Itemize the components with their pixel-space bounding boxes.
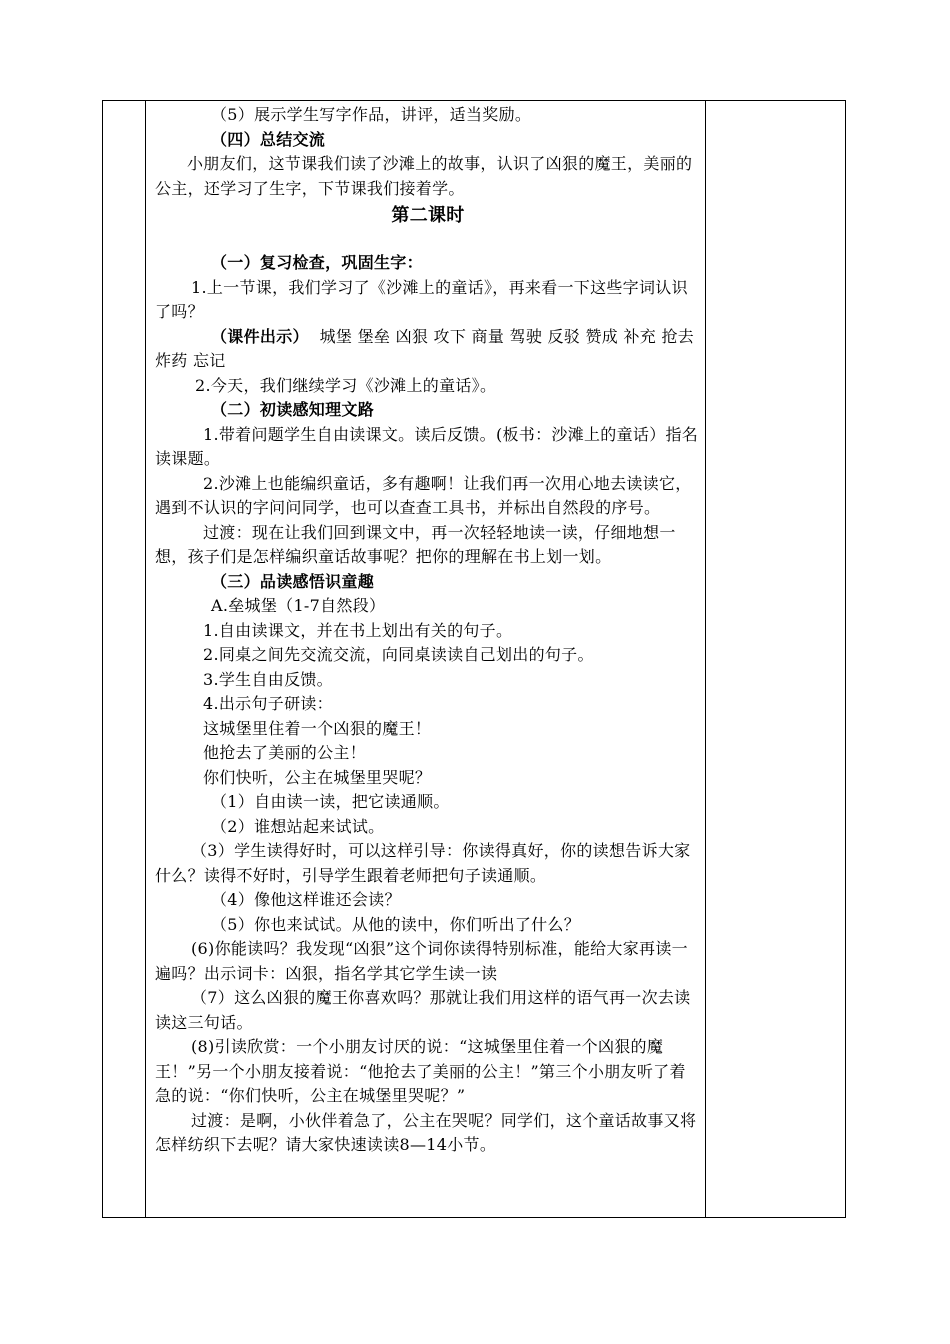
paragraph: 1.带着问题学生自由读课文。读后反馈。(板书：沙滩上的童话）指名读课题。 (155, 424, 699, 468)
paragraph: 1.上一节课，我们学习了《沙滩上的童话》，再来看一下这些字词认识了吗？ (155, 277, 688, 321)
question: （2）谁想站起来试试。 (211, 816, 385, 836)
question: (8)引读欣赏：一个小朋友讨厌的说：“这城堡里住着一个凶狠的魔王！”另一个小朋友接着说：“他抢去了美丽的公主！”第三个小朋友听了着急的说：“你们快听，公主在城堡里哭呢？” (155, 1037, 686, 1105)
lesson-table (102, 100, 846, 1218)
lesson-content (155, 103, 701, 1158)
section-heading: （二）初读感知理文路 (211, 400, 375, 419)
sentence: 你们快听，公主在城堡里哭呢？ (203, 767, 432, 787)
paragraph: 2.沙滩上也能编织童话，多有趣啊！让我们再一次用心地去读读它，遇到不认识的字问问同学，也可以查查工具书，并标出自然段的序号。 (155, 473, 692, 517)
paragraph: （5）展示学生写字作品，讲评，适当奖励。 (211, 105, 532, 124)
question: （3）学生读得好时，可以这样引导：你读得真好，你的读想告诉大家什么？读得不好时，引导学生跟着老师把句子读通顺。 (155, 841, 691, 885)
sentence: 这城堡里住着一个凶狠的魔王！ (203, 718, 432, 738)
paragraph: 过渡：现在让我们回到课文中，再一次轻轻地读一读，仔细地想一想，孩子们是怎样编织童话故事呢？把你的理解在书上划一划。 (155, 522, 676, 566)
paragraph: A.垒城堡（1-7自然段） (211, 596, 386, 615)
paragraph: 2.今天，我们继续学习《沙滩上的童话》。 (195, 375, 497, 395)
vocabulary-words: 城堡 堡垒 凶狠 攻下 商量 驾驶 反驳 赞成 补充 抢去 炸药 忘记 (155, 326, 695, 370)
question: （4）像他这样谁还会读？ (211, 890, 401, 909)
paragraph: 小朋友们，这节课我们读了沙滩上的故事，认识了凶狠的魔王，美丽的公主，还学习了生字，下节课我们接着学。 (155, 154, 693, 198)
courseware-line (155, 325, 701, 374)
section-heading: （一）复习检查，巩固生字： (211, 253, 423, 272)
lesson-title: 第二课时 (391, 205, 465, 226)
question: （7）这么凶狠的魔王你喜欢吗？那就让我们用这样的语气再一次去读读这三句话。 (155, 988, 691, 1032)
paragraph: 2.同桌之间先交流交流，向同桌读读自己划出的句子。 (203, 645, 594, 664)
paragraph: 过渡：是啊，小伙伴着急了，公主在哭呢？同学们，这个童话故事又将怎样纺织下去呢？请大家快速读读8—14小节。 (155, 1110, 697, 1154)
section-heading: （三）品读感悟识童趣 (211, 571, 375, 591)
question: (6)你能读吗？我发现“凶狠”这个词你读得特别标准，能给大家再读一遍吗？出示词卡：凶狠，指名学其它学生读一读 (155, 939, 688, 983)
sentence: 他抢去了美丽的公主！ (203, 743, 367, 762)
courseware-label: （课件出示） (211, 326, 309, 346)
right-column (705, 101, 845, 1217)
paragraph: 3.学生自由反馈。 (203, 669, 333, 689)
paragraph: 4.出示句子研读： (203, 694, 333, 713)
paragraph: 1.自由读课文，并在书上划出有关的句子。 (203, 620, 513, 640)
left-column (103, 101, 146, 1217)
question: （1）自由读一读，把它读通顺。 (211, 792, 450, 811)
question: （5）你也来试试。从他的读中，你们听出了什么？ (211, 914, 581, 934)
section-heading: （四）总结交流 (211, 129, 326, 149)
